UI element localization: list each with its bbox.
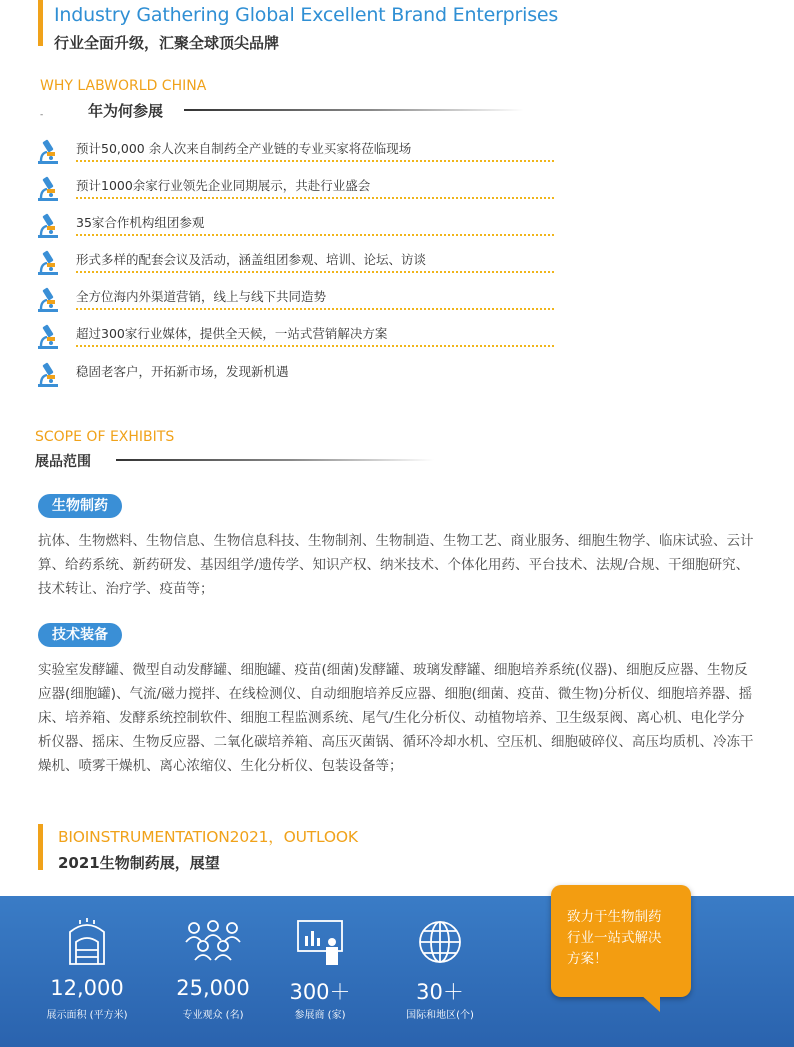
why-item — [36, 247, 556, 277]
scope-heading-cn: 展品范围 — [35, 454, 91, 470]
slogan-line: 致力于生物制药 — [567, 909, 662, 925]
dotted-divider — [76, 345, 554, 347]
stat-area — [27, 918, 147, 1021]
dotted-divider — [76, 160, 554, 162]
header-title-cn: 行业全面升级，汇聚全球顶尖品牌 — [54, 34, 280, 52]
why-item — [36, 210, 556, 240]
slogan-bubble-tail — [640, 994, 660, 1012]
tech-category-badge: 技术装备 — [38, 623, 122, 647]
stat-value: 12,000 — [50, 976, 124, 1000]
bio-category-badge: 生物制药 — [38, 494, 122, 518]
outlook-accent-bar — [38, 824, 43, 870]
microscope-icon — [36, 286, 60, 312]
why-item-text: 超过300家行业媒体，提供全天候，一站式营销解决方案 — [76, 326, 388, 341]
why-item — [36, 359, 556, 389]
microscope-icon — [36, 249, 60, 275]
outlook-heading-cn: 2021生物制药展，展望 — [58, 854, 220, 872]
why-item-text: 预计50,000 余人次来自制药全产业链的专业买家将莅临现场 — [76, 141, 412, 156]
dotted-divider — [76, 271, 554, 273]
microscope-icon — [36, 361, 60, 387]
stat-label: 国际和地区(个) — [406, 1010, 474, 1021]
why-heading-en: WHY LABWORLD CHINA — [40, 78, 207, 94]
stat-label: 展示面积 (平方米) — [46, 1010, 128, 1021]
slogan-bubble — [551, 885, 691, 997]
microscope-icon — [36, 323, 60, 349]
microscope-icon — [36, 175, 60, 201]
stat-label: 参展商 (家) — [294, 1010, 346, 1021]
stat-value: 25,000 — [176, 976, 250, 1000]
why-item — [36, 321, 556, 351]
why-item-text: 形式多样的配套会议及活动，涵盖组团参观、培训、论坛、访谈 — [76, 252, 427, 267]
dotted-divider — [76, 197, 554, 199]
scope-heading-en: SCOPE OF EXHIBITS — [35, 429, 175, 445]
slogan-line: 方案！ — [567, 951, 608, 967]
tech-category-text: 实验室发酵罐、微型自动发酵罐、细胞罐、疫苗(细菌)发酵罐、玻璃发酵罐、细胞培养系统(仪器)、细胞反应器、生物反应器(细胞罐)、气流/磁力搅拌、在线检测仪、自动细胞培养反应器、细胞(细菌、疫苗、微生物)分析仪、细胞培养器、摇床、培养箱、发酵系统控制软件、细胞工程监测系统、尾气/生化分析仪、动植物培养、卫生级泵阀、离心机、电化学分析仪器、摇床、生物反应器、二氧化碳培养箱、高压灭菌锅、循环冷却水机、空压机、细胞破碎仪、高压均质机、冷冻干燥机、喷雾干燥机、离心浓缩仪、生化分析仪、包装设备等； — [38, 662, 754, 774]
presentation-icon — [295, 918, 345, 966]
why-item-text: 预计1000余家行业领先企业同期展示，共赴行业盛会 — [76, 178, 371, 193]
why-item-text: 全方位海内外渠道营销，线上与线下共同造势 — [76, 289, 327, 304]
why-item — [36, 284, 556, 314]
why-item — [36, 173, 556, 203]
crowd-icon — [184, 918, 242, 966]
why-heading-cn: 年为何参展 — [88, 102, 164, 120]
stat-exhibitors — [260, 918, 380, 1021]
outlook-heading-en: BIOINSTRUMENTATION2021，OUTLOOK — [58, 828, 358, 846]
microscope-icon — [36, 138, 60, 164]
dotted-divider — [76, 234, 554, 236]
header-accent-bar — [38, 0, 43, 46]
microscope-icon — [36, 212, 60, 238]
why-item — [36, 136, 556, 166]
dotted-divider — [76, 308, 554, 310]
why-item-text: 35家合作机构组团参观 — [76, 215, 205, 230]
globe-icon — [416, 918, 464, 966]
stat-regions — [380, 918, 500, 1021]
stat-value: 30＋ — [416, 980, 464, 1004]
bio-category-text: 抗体、生物燃料、生物信息、生物信息科技、生物制剂、生物制造、生物工艺、商业服务、细胞生物学、临床试验、云计算、给药系统、新药研发、基因组学/遗传学、知识产权、纳米技术、个体化用药、平台技术、法规/合规、干细胞研究、技术转让、治疗学、疫苗等； — [38, 533, 754, 597]
venue-icon — [67, 918, 107, 966]
scope-heading-rule — [116, 459, 434, 461]
slogan-line: 行业一站式解决 — [567, 930, 662, 946]
why-heading-rule — [184, 109, 524, 111]
stat-value: 300＋ — [289, 980, 351, 1004]
why-item-text: 稳固老客户，开拓新市场，发现新机遇 — [76, 364, 289, 379]
header-title-en: Industry Gathering Global Excellent Brand Enterprises — [54, 4, 559, 26]
stat-visitors — [153, 918, 273, 1021]
stat-label: 专业观众 (名) — [182, 1010, 244, 1021]
why-marker: - — [40, 110, 44, 120]
